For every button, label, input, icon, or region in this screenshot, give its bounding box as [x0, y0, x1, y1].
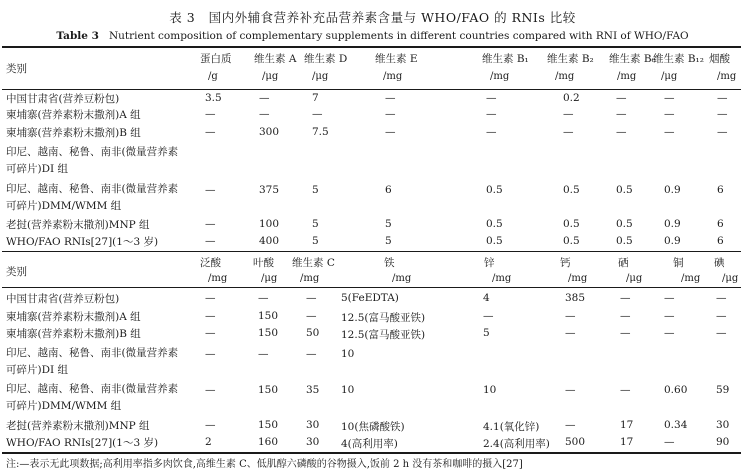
table-cell: 5	[312, 218, 319, 230]
table-cell: 0.2	[563, 92, 580, 104]
table-cell: 30	[716, 419, 730, 431]
table-cell: 400	[259, 235, 280, 247]
table-cell: —	[565, 327, 576, 339]
table-cell: —	[258, 348, 269, 360]
table-cell: 17	[620, 419, 634, 431]
table-cell: 375	[259, 184, 280, 196]
table-cell: —	[205, 108, 216, 120]
column-header-unit: /mg	[555, 71, 575, 82]
row-label: 柬埔寨(营养素粉末撒剂)A 组	[6, 109, 141, 121]
table-cell: —	[664, 126, 675, 138]
table-cell: 0.9	[664, 218, 681, 230]
table-cell: 0.5	[563, 218, 580, 230]
table-cell: 59	[716, 384, 730, 396]
table-cell: 300	[259, 126, 280, 138]
table-cell: 5	[483, 327, 490, 339]
table-cell: 0.9	[664, 184, 681, 196]
column-header-unit: /mg	[383, 71, 403, 82]
column-header-unit: /mg	[681, 273, 701, 284]
column-header-name: 维生素 C	[292, 257, 335, 269]
row-label: 可碎片)DMM/WMM 组	[6, 400, 122, 412]
row-label: 中国甘肃省(营养豆粉包)	[6, 93, 120, 105]
column-header-unit: /mg	[617, 71, 637, 82]
column-header-name: 维生素 E	[375, 53, 418, 65]
table-cell: 0.60	[664, 384, 688, 396]
table-cell: 4(高利用率)	[341, 438, 398, 450]
table-cell: 6	[385, 184, 392, 196]
table-cell: 10	[483, 384, 497, 396]
table-cell: —	[486, 92, 497, 104]
table-cell: —	[620, 384, 631, 396]
column-header-name: 铜	[673, 257, 684, 269]
category-header: 类别	[6, 266, 27, 278]
column-header-name: 维生素 B₁	[482, 53, 529, 65]
table-cell: 0.5	[616, 218, 633, 230]
table-cell: 12.5(富马酸亚铁)	[341, 329, 426, 341]
table-cell: —	[716, 327, 727, 339]
table-cell: 6	[717, 184, 724, 196]
table-cell: 150	[258, 384, 279, 396]
column-header-name: 维生素 B₁₂	[653, 53, 704, 65]
table-cell: —	[664, 327, 675, 339]
table-cell: —	[205, 126, 216, 138]
table-cell: —	[205, 310, 216, 322]
table-cell: 2.4(高利用率)	[483, 438, 550, 450]
table-number-cn: 表 3	[169, 10, 196, 25]
table-cell: —	[716, 310, 727, 322]
table-cell: 30	[306, 419, 320, 431]
column-header-unit: /mg	[717, 71, 737, 82]
row-label: WHO/FAO RNIs[27](1～3 岁)	[6, 437, 159, 449]
column-header-unit: /mg	[392, 273, 412, 284]
column-header-name: 钙	[560, 257, 571, 269]
row-label: 可碎片)DI 组	[6, 364, 69, 376]
row-label: 老挝(营养素粉末撒剂)MNP 组	[6, 219, 150, 231]
table-cell: 0.5	[486, 184, 503, 196]
table-cell: 90	[716, 436, 730, 448]
column-header-name: 蛋白质	[200, 53, 232, 65]
row-label: 中国甘肃省(营养豆粉包)	[6, 293, 120, 305]
table-cell: —	[717, 92, 728, 104]
row-label: 印尼、越南、秘鲁、南非(微量营养素	[6, 146, 179, 158]
table-cell: —	[385, 126, 396, 138]
row-label: 印尼、越南、秘鲁、南非(微量营养素	[6, 347, 179, 359]
bottom-rule	[2, 452, 741, 454]
column-header-unit: /μg	[312, 71, 329, 82]
table-cell: 0.5	[486, 218, 503, 230]
table-cell: —	[205, 292, 216, 304]
row-label: 柬埔寨(营养素粉末撒剂)A 组	[6, 311, 141, 323]
column-header-unit: /mg	[208, 273, 228, 284]
table-cell: 385	[565, 292, 586, 304]
table-cell: —	[717, 108, 728, 120]
table-cell: 100	[259, 218, 280, 230]
column-header-name: 泛酸	[200, 257, 221, 269]
row-label: WHO/FAO RNIs[27](1～3 岁)	[6, 236, 159, 248]
table-cell: —	[664, 292, 675, 304]
table-cell: 0.34	[664, 419, 688, 431]
table-cell: —	[306, 310, 317, 322]
table-cell: 160	[258, 436, 279, 448]
column-header-name: 维生素 D	[304, 53, 348, 65]
row-label: 可碎片)DMM/WMM 组	[6, 200, 122, 212]
column-header-unit: /μg	[661, 71, 678, 82]
table-cell: 6	[717, 218, 724, 230]
table-cell: 5(FeEDTA)	[341, 292, 399, 304]
table-cell: —	[205, 419, 216, 431]
table-cell: —	[205, 218, 216, 230]
table-number-en: Table 3	[56, 30, 99, 42]
row-label: 柬埔寨(营养素粉末撒剂)B 组	[6, 127, 141, 139]
table-cell: 5	[312, 235, 319, 247]
table-cell: —	[563, 108, 574, 120]
column-header-name: 锌	[484, 257, 495, 269]
table-title-cn	[0, 8, 745, 26]
table-cell: —	[616, 108, 627, 120]
table-cell: —	[717, 126, 728, 138]
table-cell: 150	[258, 327, 279, 339]
table-cell: —	[259, 92, 270, 104]
table-footnote: 注:—表示无此项数据;高利用率指多肉饮食,高维生素 C、低肌醇六磷酸的谷物摄入,饭前 2 h 没有茶和咖啡的摄入[27]	[6, 459, 523, 470]
table-cell: 0.5	[616, 184, 633, 196]
table-cell: —	[205, 384, 216, 396]
table-cell: 5	[385, 218, 392, 230]
table-cell: —	[259, 108, 270, 120]
column-header-name: 铁	[384, 257, 395, 269]
column-header-unit: /μg	[626, 273, 643, 284]
table-cell: 50	[306, 327, 320, 339]
table-cell: —	[664, 108, 675, 120]
column-header-name: 碘	[714, 257, 725, 269]
table-cell: 10(焦磷酸铁)	[341, 421, 405, 433]
table-cell: 10	[341, 384, 355, 396]
category-header: 类别	[6, 63, 27, 75]
table-cell: —	[664, 436, 675, 448]
row-label: 印尼、越南、秘鲁、南非(微量营养素	[6, 183, 179, 195]
table-cell: 6	[717, 235, 724, 247]
table-cell: —	[258, 292, 269, 304]
section-divider-rule	[2, 251, 741, 252]
table-cell: 4.1(氧化锌)	[483, 421, 540, 433]
column-header-unit: /mg	[490, 71, 510, 82]
table-cell: —	[565, 419, 576, 431]
table-cell: —	[664, 310, 675, 322]
table-title-en-text: Nutrient composition of complementary supplements in different countries compared with RNI of WHO/FAO	[108, 30, 689, 42]
table-cell: —	[664, 92, 675, 104]
table-cell: —	[616, 92, 627, 104]
table-cell: 0.5	[563, 235, 580, 247]
table-cell: 12.5(富马酸亚铁)	[341, 312, 426, 324]
table-title-en	[0, 30, 745, 42]
column-header-unit: /μg	[722, 273, 739, 284]
column-header-unit: /mg	[568, 273, 588, 284]
table-cell: —	[563, 126, 574, 138]
table-cell: 2	[205, 436, 212, 448]
table-cell: —	[205, 235, 216, 247]
column-header-name: 烟酸	[709, 53, 730, 65]
column-header-unit: /μg	[261, 273, 278, 284]
table-cell: —	[616, 126, 627, 138]
table-cell: —	[385, 92, 396, 104]
table-cell: —	[385, 108, 396, 120]
table-cell: —	[565, 384, 576, 396]
table-cell: —	[306, 348, 317, 360]
table-cell: 500	[565, 436, 586, 448]
table-cell: —	[620, 327, 631, 339]
table-cell: —	[205, 184, 216, 196]
column-header-unit: /mg	[300, 273, 320, 284]
table-cell: 0.9	[664, 235, 681, 247]
column-header-name: 叶酸	[253, 257, 274, 269]
table-cell: 7.5	[312, 126, 329, 138]
table-cell: 150	[258, 419, 279, 431]
table-cell: —	[205, 327, 216, 339]
table-cell: 150	[258, 310, 279, 322]
table-cell: —	[486, 126, 497, 138]
table-cell: 4	[483, 292, 490, 304]
table-cell: —	[306, 292, 317, 304]
column-header-name: 硒	[618, 257, 629, 269]
table-cell: 3.5	[205, 92, 222, 104]
table-cell: —	[565, 310, 576, 322]
column-header-name: 维生素 B₂	[547, 53, 594, 65]
table-cell: 7	[312, 92, 319, 104]
table-cell: —	[483, 310, 494, 322]
table-cell: 17	[620, 436, 634, 448]
table-cell: —	[312, 108, 323, 120]
row-label: 可碎片)DI 组	[6, 163, 69, 175]
table-cell: 0.5	[563, 184, 580, 196]
header-rule-2	[2, 287, 741, 288]
table-cell: 5	[312, 184, 319, 196]
table-title-cn-text: 国内外辅食营养补充品营养素含量与 WHO/FAO 的 RNIs 比较	[208, 10, 576, 25]
column-header-unit: /μg	[262, 71, 279, 82]
top-rule	[2, 46, 741, 48]
table-cell: 5	[385, 235, 392, 247]
table-cell: —	[620, 310, 631, 322]
table-cell: 35	[306, 384, 320, 396]
table-cell: —	[716, 292, 727, 304]
table-cell: 30	[306, 436, 320, 448]
column-header-unit: /mg	[492, 273, 512, 284]
table-cell: —	[486, 108, 497, 120]
table-cell: 0.5	[486, 235, 503, 247]
row-label: 老挝(营养素粉末撒剂)MNP 组	[6, 420, 150, 432]
column-header-name: 维生素 A	[254, 53, 297, 65]
row-label: 印尼、越南、秘鲁、南非(微量营养素	[6, 383, 179, 395]
table-cell: —	[620, 292, 631, 304]
table-cell: 10	[341, 348, 355, 360]
table-cell: 0.5	[616, 235, 633, 247]
header-rule-1	[2, 89, 741, 90]
row-label: 柬埔寨(营养素粉末撒剂)B 组	[6, 328, 141, 340]
column-header-name: 维生素 B₆	[609, 53, 656, 65]
table-cell: —	[205, 348, 216, 360]
column-header-unit: /g	[208, 71, 218, 82]
